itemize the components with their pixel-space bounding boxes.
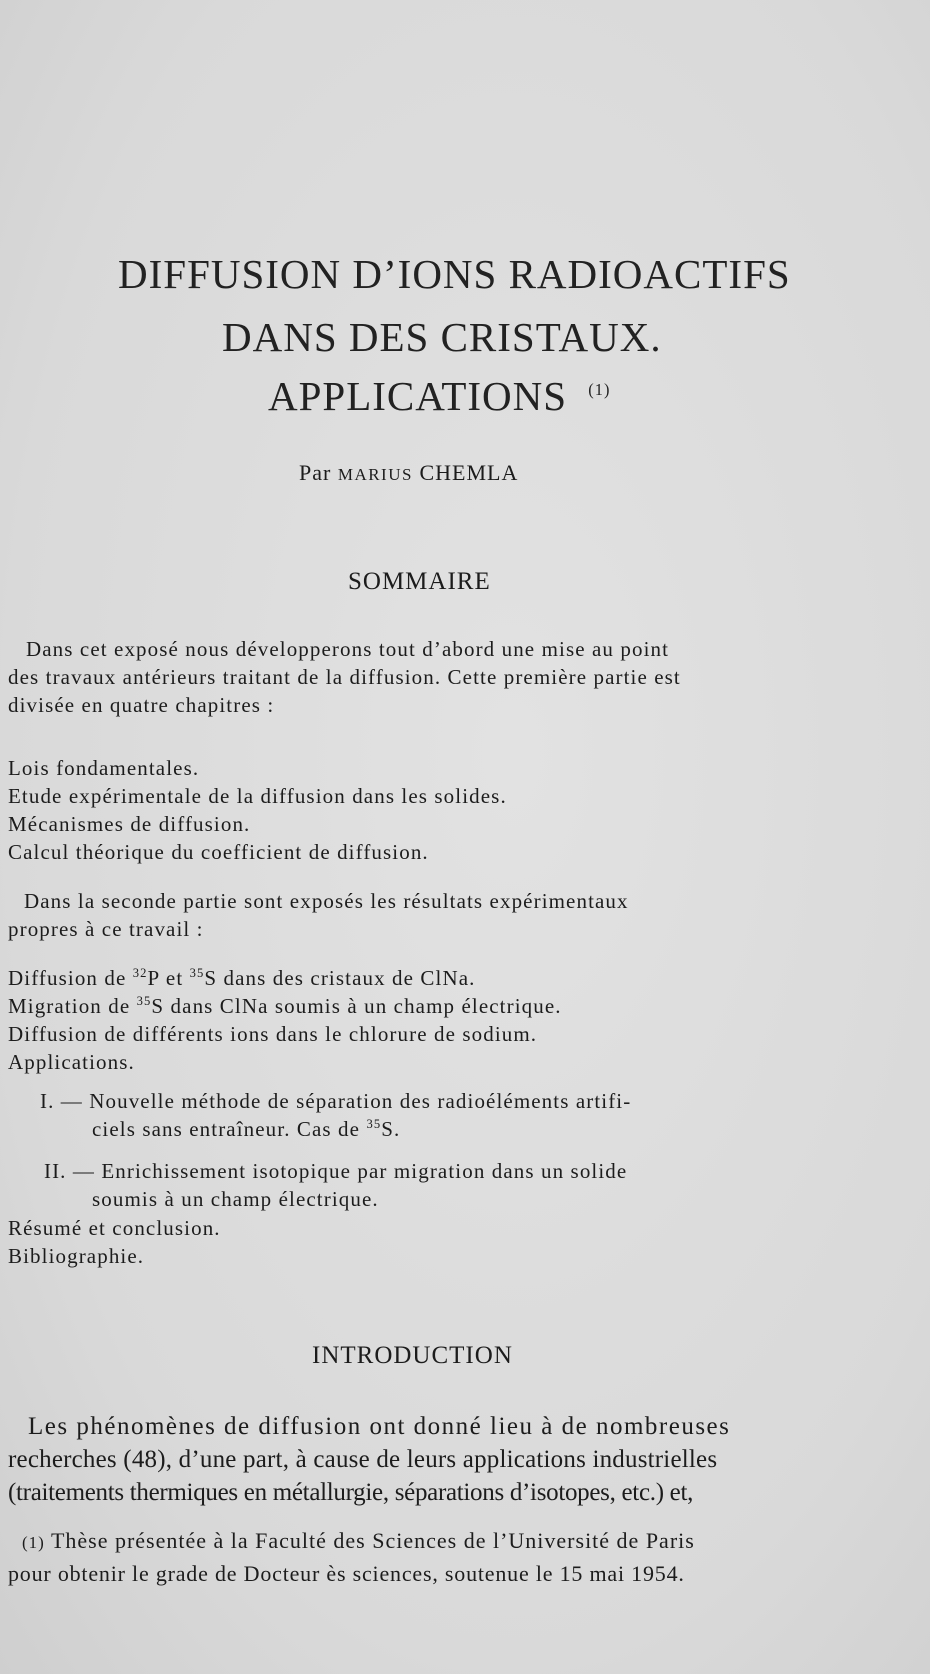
isotope-mass: 32 (132, 966, 148, 980)
text: S. (381, 1117, 401, 1141)
sommaire-intro-2: des travaux antérieurs traitant de la diffusion. Cette première partie est (8, 665, 681, 689)
title-line-3 (268, 372, 610, 420)
isotope-mass: 35 (189, 966, 205, 980)
author-line (299, 460, 518, 486)
chapter-item-2: Etude expérimentale de la diffusion dans les solides. (8, 784, 507, 808)
application-sub-2-line-1: II. — Enrichissement isotopique par migration dans un solide (44, 1159, 628, 1183)
result-item-diffusion (8, 964, 476, 992)
footnote-mark: (1) (22, 1533, 45, 1552)
introduction-heading: INTRODUCTION (312, 1342, 513, 1369)
author-prefix: Par (299, 460, 332, 485)
footnote-line-2: pour obtenir le grade de Docteur ès sciences, soutenue le 15 mai 1954. (8, 1561, 685, 1586)
text: Diffusion de (8, 966, 133, 990)
application-sub-1-line-1: I. — Nouvelle méthode de séparation des radioéléments artifi- (40, 1089, 632, 1113)
result-item-migration (8, 992, 562, 1020)
text: Migration de (8, 994, 137, 1018)
application-sub-1-line-2 (92, 1115, 400, 1143)
title-line-1: DIFFUSION D’IONS RADIOACTIFS (118, 251, 791, 297)
sommaire-second-intro-1: Dans la seconde partie sont exposés les résultats expérimentaux (24, 889, 629, 913)
result-item-applications: Applications. (8, 1050, 135, 1074)
sommaire-heading: SOMMAIRE (348, 568, 491, 595)
isotope-mass: 35 (366, 1117, 382, 1131)
text: S dans des cristaux de ClNa. (204, 966, 476, 990)
introduction-line-3: (traitements thermiques en métallurgie, séparations d’isotopes, etc.) et, (8, 1479, 694, 1506)
sommaire-second-intro-2: propres à ce travail : (8, 917, 204, 941)
author-last-name: CHEMLA (419, 460, 519, 485)
chapter-item-3: Mécanismes de diffusion. (8, 812, 251, 836)
isotope-mass: 35 (136, 994, 152, 1008)
footnote-text-1: Thèse présentée à la Faculté des Sciences de l’Université de Paris (50, 1528, 695, 1553)
chapter-item-4: Calcul théorique du coefficient de diffusion. (8, 840, 429, 864)
chapter-item-1: Lois fondamentales. (8, 756, 200, 780)
introduction-line-1: Les phénomènes de diffusion ont donné lieu à de nombreuses (28, 1413, 731, 1440)
application-sub-2-line-2: soumis à un champ électrique. (92, 1187, 379, 1211)
text: ciels sans entraîneur. Cas de (92, 1117, 367, 1141)
introduction-line-2: recherches (48), d’une part, à cause de leurs applications industrielles (8, 1446, 718, 1473)
text: P et (147, 966, 190, 990)
result-item-bibliography: Bibliographie. (8, 1244, 145, 1268)
title-line-2: DANS DES CRISTAUX. (222, 314, 662, 360)
footnote-line-1 (22, 1524, 695, 1559)
result-item-resume: Résumé et conclusion. (8, 1216, 221, 1240)
author-first-name: MARIUS (337, 465, 413, 484)
result-item-ions: Diffusion de différents ions dans le chlorure de sodium. (8, 1022, 538, 1046)
title-footnote-mark: (1) (588, 380, 611, 400)
sommaire-intro-3: divisée en quatre chapitres : (8, 693, 275, 717)
text: S dans ClNa soumis à un champ électrique. (151, 994, 562, 1018)
sommaire-intro-1: Dans cet exposé nous développerons tout d’abord une mise au point (26, 637, 670, 661)
title-line-3-text: APPLICATIONS (268, 373, 568, 419)
